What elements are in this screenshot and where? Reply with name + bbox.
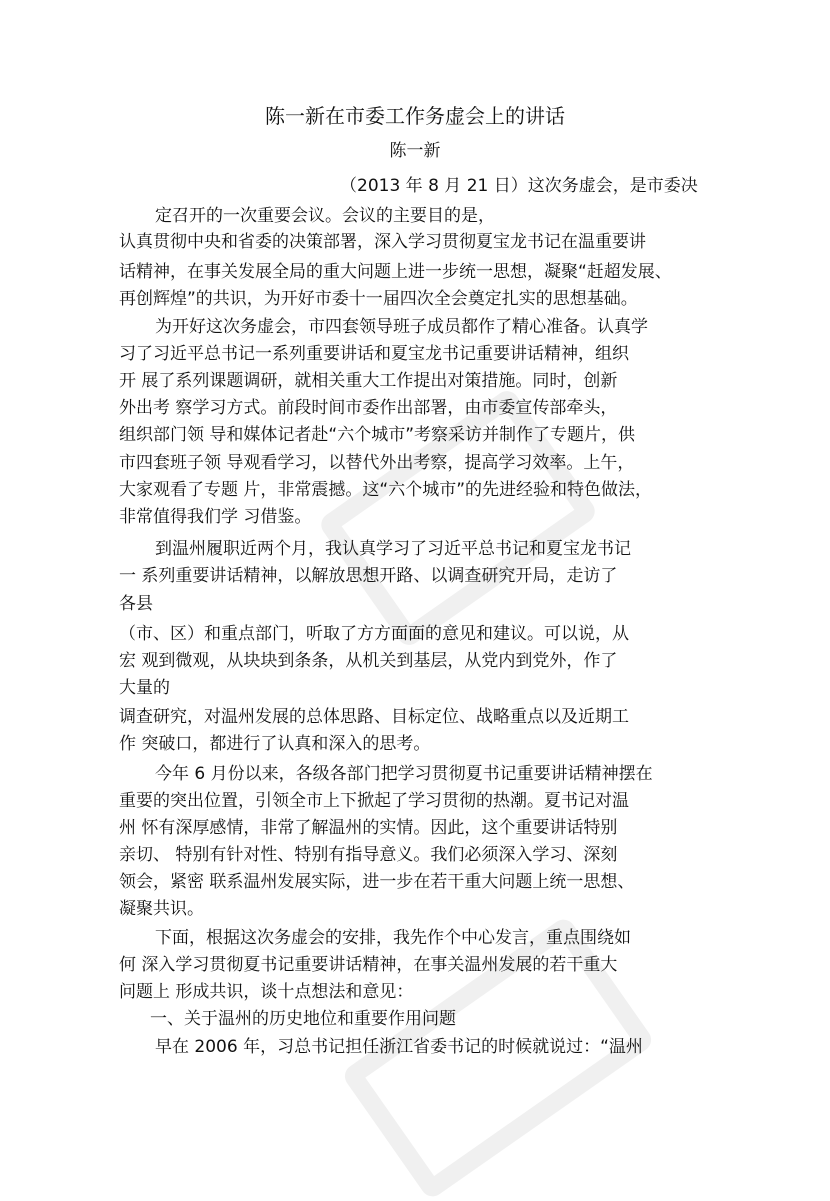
text-line: 领会，紧密 联系温州发展实际，进一步在若干重大问题上统一思想、 xyxy=(119,872,635,892)
text-line: 大量的 xyxy=(119,678,170,698)
text-line: 到温州履职近两个月，我认真学习了习近平总书记和夏宝龙书记 xyxy=(155,539,631,559)
text-line: 非常值得我们学 习借鉴。 xyxy=(119,507,312,527)
text-line: 早在 2006 年，习总书记担任浙江省委书记的时候就说过：“温州 xyxy=(155,1037,643,1057)
text-line: 再创辉煌”的共识，为开好市委十一届四次全会奠定扎实的思想基础。 xyxy=(119,289,638,309)
text-line: 各县 xyxy=(119,594,153,614)
text-line: 话精神，在事关发展全局的重大问题上进一步统一思想，凝聚“赶超发展、 xyxy=(119,262,672,282)
text-line: 凝聚共识。 xyxy=(119,899,204,919)
author-name: 陈一新 xyxy=(389,141,441,161)
text-line: 定召开的一次重要会议。会议的主要目的是， xyxy=(155,206,495,226)
text-line: 市四套班子领 导观看学习，以替代外出考察，提高学习效率。上午， xyxy=(119,453,635,473)
section-heading: 一、关于温州的历史地位和重要作用问题 xyxy=(150,1009,456,1029)
text-line: 作 突破口，都进行了认真和深入的思考。 xyxy=(119,734,431,754)
text-line: 习了习近平总书记一系列重要讲话和夏宝龙书记重要讲话精神，组织 xyxy=(119,344,629,364)
text-line: 组织部门领 导和媒体记者赴“六个城市”考察采访并制作了专题片，供 xyxy=(119,425,636,445)
text-line: 外出考 察学习方式。前段时间市委作出部署，由市委宣传部牵头， xyxy=(119,398,618,418)
text-line: 重要的突出位置，引领全市上下掀起了学习贯彻的热潮。夏书记对温 xyxy=(119,791,629,811)
text-line: 州 怀有深厚感情，非常了解温州的实情。因此，这个重要讲话特别 xyxy=(119,818,618,838)
text-line: 今年 6 月份以来，各级各部门把学习贯彻夏书记重要讲话精神摆在 xyxy=(155,764,653,784)
text-line: 大家观看了专题 片，非常震撼。这“六个城市”的先进经验和特色做法， xyxy=(119,480,653,500)
text-line: 亲切、 特别有针对性、特别有指导意义。我们必须深入学习、深刻 xyxy=(119,845,618,865)
text-line: 下面，根据这次务虚会的安排，我先作个中心发言，重点围绕如 xyxy=(155,928,631,948)
text-line: 一 系列重要讲话精神，以解放思想开路、以调查研究开局，走访了 xyxy=(119,566,618,586)
text-line: 何 深入学习贯彻夏书记重要讲话精神，在事关温州发展的若干重大 xyxy=(119,955,618,975)
text-line: 开 展了系列课题调研，就相关重大工作提出对策措施。同时，创新 xyxy=(119,371,618,391)
text-line: （2013 年 8 月 21 日）这次务虚会，是市委决 xyxy=(340,176,698,196)
text-line: 调查研究，对温州发展的总体思路、目标定位、战略重点以及近期工 xyxy=(119,707,629,727)
text-line: 认真贯彻中央和省委的决策部署，深入学习贯彻夏宝龙书记在温重要讲 xyxy=(119,232,646,252)
text-line: 问题上 形成共识，谈十点想法和意见： xyxy=(119,982,414,1002)
page-title: 陈一新在市委工作务虚会上的讲话 xyxy=(265,104,565,128)
text-line: 宏 观到微观，从块块到条条，从机关到基层，从党内到党外，作了 xyxy=(119,651,618,671)
text-line: （市、区）和重点部门，听取了方方面面的意见和建议。可以说，从 xyxy=(119,624,629,644)
text-line: 为开好这次务虚会，市四套领导班子成员都作了精心准备。认真学 xyxy=(155,317,648,337)
